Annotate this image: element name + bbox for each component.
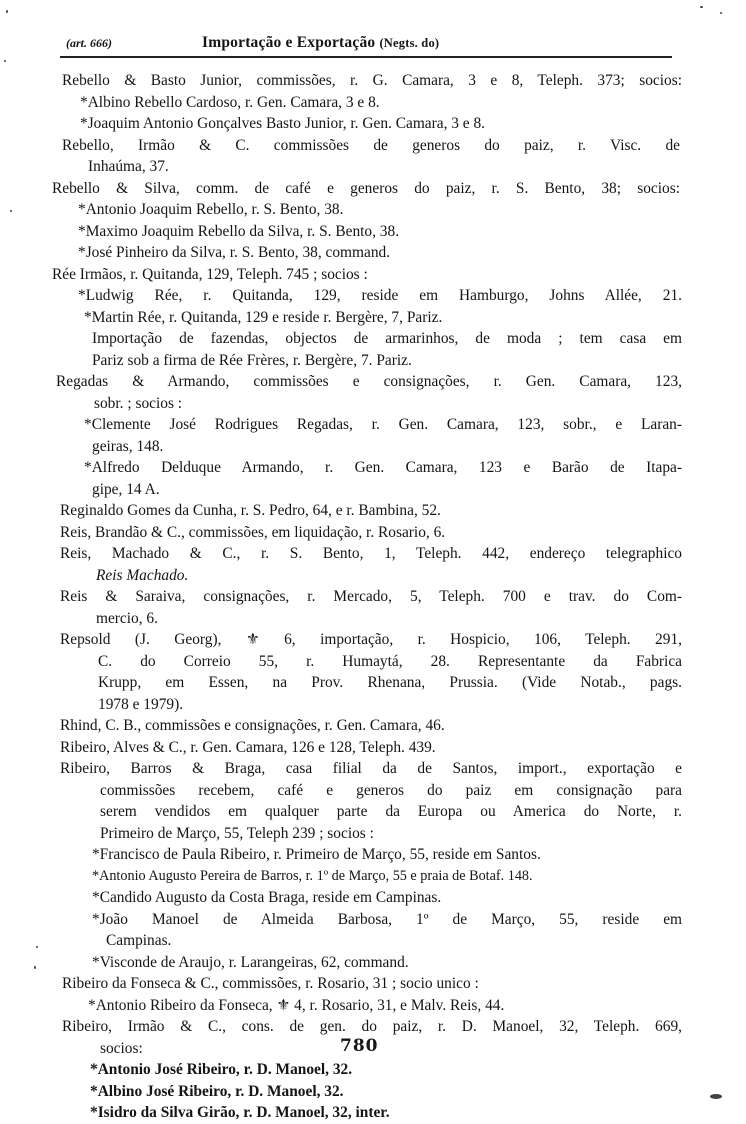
entry-line: *José Pinheiro da Silva, r. S. Bento, 38, command. [78,244,391,261]
entry-line: commissões recebem, café e generos do paiz em consignação para [100,781,682,799]
entry-line: *Maximo Joaquim Rebello da Silva, r. S. Bento, 38. [78,222,400,240]
entry-line: Reis & Saraiva, consignações, r. Mercado, 5, Teleph. 700 e trav. do Com- [60,588,682,605]
entry-line: sobr. ; socios : [94,394,183,412]
entry-line: *Francisco de Paula Ribeiro, r. Primeiro de Março, 55, reside em Santos. [92,846,541,863]
entry-line: 1978 e 1979). [98,695,184,713]
entry-line: mercio, 6. [96,609,158,627]
entry-line: socios: [100,1039,143,1057]
entry-line: Reis Machado. [96,566,189,584]
entry-line: Pariz sob a firma de Rée Frères, r. Bergère, 7. Pariz. [92,351,412,369]
entry-line: serem vendidos em qualquer parte da Europa ou America do Norte, r. [100,803,682,820]
entry-line: C. do Correio 55, r. Humaytá, 28. Representante da Fabrica [98,652,682,670]
entry-line: Rée Irmãos, r. Quitanda, 129, Teleph. 745 ; socios : [52,265,368,283]
scan-speck [6,10,8,13]
entry-line: Reis, Machado & C., r. S. Bento, 1, Teleph. 442, endereço telegraphico [60,545,682,562]
entry-line: *Albino Rebello Cardoso, r. Gen. Camara, 3 e 8. [80,93,380,111]
entry-line: Rebello, Irmão & C. commissões de generos do paiz, r. Visc. de [62,136,680,154]
entry-line: *João Manoel de Almeida Barbosa, 1º de Março, 55, reside em [92,910,682,928]
entry-line: Ribeiro, Alves & C., r. Gen. Camara, 126 e 128, Teleph. 439. [60,738,436,756]
scan-speck [720,12,722,14]
entry-line: Reis, Brandão & C., commissões, em liquidação, r. Rosario, 6. [60,523,446,541]
entry-line: *Visconde de Araujo, r. Larangeiras, 62, command. [92,953,409,971]
entry-line: Reginaldo Gomes da Cunha, r. S. Pedro, 64, e r. Bambina, 52. [60,502,441,519]
entry-line: *Candido Augusto da Costa Braga, reside em Campinas. [92,889,442,906]
page-title-text: Importação e Exportação [202,34,376,51]
scan-speck [710,1094,722,1099]
entry-line: Rhind, C. B., commissões e consignações, r. Gen. Camara, 46. [60,717,445,734]
entry-line: *Martin Rée, r. Quitanda, 129 e reside r. Bergère, 7, Pariz. [84,308,443,326]
entry-line: *Isidro da Silva Girão, r. D. Manoel, 32, inter. [90,1104,390,1121]
entry-line: Regadas & Armando, commissões e consignações, r. Gen. Camara, 123, [56,373,682,390]
article-reference: (art. 666) [66,36,112,50]
entry-line: *Albino José Ribeiro, r. D. Manoel, 32. [90,1082,344,1100]
entry-line: *Antonio José Ribeiro, r. D. Manoel, 32. [90,1061,353,1078]
entry-line: Rebello & Basto Junior, commissões, r. G. Camara, 3 e 8, Teleph. 373; socios: [62,72,682,89]
entry-line: *Antonio Joaquim Rebello, r. S. Bento, 38. [78,201,344,218]
scan-speck [10,210,12,212]
entry-line: Inhaúma, 37. [88,158,169,175]
entry-line: *Antonio Ribeiro da Fonseca, ⚜ 4, r. Rosario, 31, e Malv. Reis, 44. [88,996,505,1014]
entry-line: Ribeiro, Barros & Braga, casa filial da de Santos, import., exportação e [60,760,682,777]
entry-line: *Joaquim Antonio Gonçalves Basto Junior, r. Gen. Camara, 3 e 8. [80,115,486,132]
entry-line: geiras, 148. [92,437,164,455]
entry-line: Ribeiro, Irmão & C., cons. de gen. do paiz, r. D. Manoel, 32, Teleph. 669, [62,1018,682,1035]
entry-line: *Ludwig Rée, r. Quitanda, 129, reside em Hamburgo, Johns Allée, 21. [78,287,682,304]
entry-list [0,70,746,1124]
entry-line: Rebello & Silva, comm. de café e generos do paiz, r. S. Bento, 38; socios: [52,179,680,197]
page-title-qualifier: (Negts. do) [379,36,440,50]
entry-line: Importação de fazendas, objectos de armarinhos, de moda ; tem casa em [92,330,682,347]
page-number: 780 [340,1036,379,1056]
entry-line: Krupp, em Essen, na Prov. Rhenana, Prussia. (Vide Notab., pags. [98,674,682,691]
running-header [60,34,672,58]
entry-line: Repsold (J. Georg), ⚜ 6, importação, r. Hospicio, 106, Teleph. 291, [60,631,682,648]
scan-speck [4,60,6,62]
scan-speck [34,966,36,969]
entry-line: gipe, 14 A. [92,480,160,498]
scan-speck [36,946,38,948]
entry-line: *Alfredo Delduque Armando, r. Gen. Camara, 123 e Barão de Itapa- [84,459,682,476]
entry-line: Campinas. [106,932,172,949]
page-title [202,34,439,52]
entry-line: Ribeiro da Fonseca & C., commissões, r. Rosario, 31 ; socio unico : [62,975,479,992]
entry-line: *Clemente José Rodrigues Regadas, r. Gen. Camara, 123, sobr., e Laran- [84,416,682,433]
scan-speck [700,6,703,8]
entry-line: *Antonio Augusto Pereira de Barros, r. 1º de Março, 55 e praia de Botaf. 148. [92,867,533,884]
entry-line: Primeiro de Março, 55, Teleph 239 ; socios : [100,824,374,842]
